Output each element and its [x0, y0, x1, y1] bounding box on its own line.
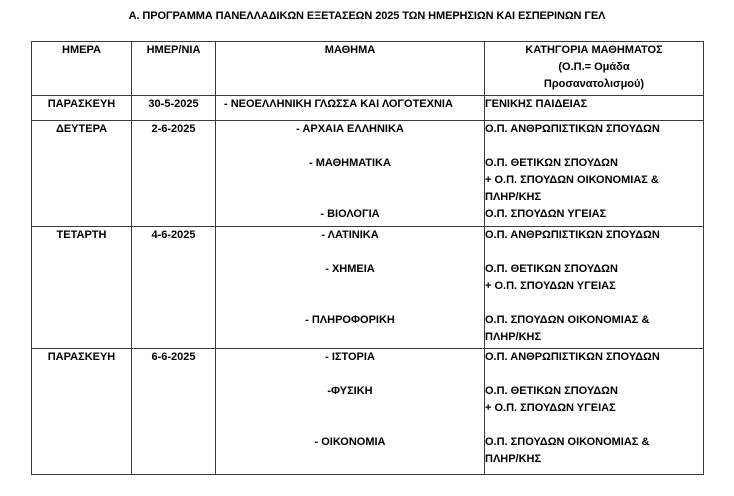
category-line: ΠΛΗΡ/ΚΗΣ: [485, 331, 542, 343]
table-row: [32, 121, 704, 227]
subject-item: - ΜΑΘΗΜΑΤΙΚΑ: [309, 157, 391, 169]
cell-subject: [216, 96, 485, 121]
table-row: [32, 227, 704, 349]
category-line: Ο.Π. ΘΕΤΙΚΩΝ ΣΠΟΥΔΩΝ: [485, 263, 618, 275]
category-line: Ο.Π. ΣΠΟΥΔΩΝ ΥΓΕΙΑΣ: [485, 208, 607, 220]
subject-item: - ΙΣΤΟΡΙΑ: [325, 351, 375, 363]
cell-day: ΠΑΡΑΣΚΕΥΗ: [32, 349, 132, 475]
category-line: + Ο.Π. ΣΠΟΥΔΩΝ ΟΙΚΟΝΟΜΙΑΣ &: [485, 174, 659, 186]
cell-subject: [216, 227, 485, 349]
category-line: Ο.Π. ΣΠΟΥΔΩΝ ΟΙΚΟΝΟΜΙΑΣ &: [485, 314, 650, 326]
header-category-line1: ΚΑΤΗΓΟΡΙΑ ΜΑΘΗΜΑΤΟΣ: [525, 44, 663, 56]
cell-day: ΤΕΤΑΡΤΗ: [32, 227, 132, 349]
cell-subject: [216, 121, 485, 227]
category-line: + Ο.Π. ΣΠΟΥΔΩΝ ΥΓΕΙΑΣ: [485, 402, 616, 414]
subject-item: - ΠΛΗΡΟΦΟΡΙΚΗ: [305, 314, 395, 326]
subject-item: - ΧΗΜΕΙΑ: [325, 263, 375, 275]
subject-item: - ΒΙΟΛΟΓΙΑ: [320, 208, 380, 220]
cell-category: [485, 121, 704, 227]
table-header-row: [32, 42, 704, 96]
cell-category: [485, 227, 704, 349]
cell-category: [485, 349, 704, 475]
cell-date: 2-6-2025: [132, 121, 216, 227]
category-line: Ο.Π. ΘΕΤΙΚΩΝ ΣΠΟΥΔΩΝ: [485, 385, 618, 397]
exam-schedule-table: [31, 41, 704, 475]
category-line: Ο.Π. ΘΕΤΙΚΩΝ ΣΠΟΥΔΩΝ: [485, 157, 618, 169]
subject-item: - ΑΡΧΑΙΑ ΕΛΛΗΝΙΚΑ: [296, 123, 404, 135]
cell-date: 4-6-2025: [132, 227, 216, 349]
category-line: Ο.Π. ΑΝΘΡΩΠΙΣΤΙΚΩΝ ΣΠΟΥΔΩΝ: [485, 123, 660, 135]
cell-date: 30-5-2025: [132, 96, 216, 121]
header-date: ΗΜΕΡ/ΝΙΑ: [132, 42, 216, 96]
category-line: Ο.Π. ΑΝΘΡΩΠΙΣΤΙΚΩΝ ΣΠΟΥΔΩΝ: [485, 351, 660, 363]
cell-category: [485, 96, 704, 121]
subject-item: - ΟΙΚΟΝΟΜΙΑ: [314, 436, 386, 448]
header-day: ΗΜΕΡΑ: [32, 42, 132, 96]
category-line: Ο.Π. ΑΝΘΡΩΠΙΣΤΙΚΩΝ ΣΠΟΥΔΩΝ: [485, 229, 660, 241]
table-row: [32, 96, 704, 121]
table-row: [32, 349, 704, 475]
document-title: Α. ΠΡΟΓΡΑΜΜΑ ΠΑΝΕΛΛΑΔΙΚΩΝ ΕΞΕΤΑΣΕΩΝ 2025 ΤΩΝ ΗΜΕΡΗΣΙΩΝ ΚΑΙ ΕΣΠΕΡΙΝΩΝ ΓΕΛ: [128, 10, 606, 22]
subject-item: - ΝΕΟΕΛΛΗΝΙΚΗ ΓΛΩΣΣΑ ΚΑΙ ΛΟΓΟΤΕΧΝΙΑ: [224, 98, 453, 110]
header-category-line2: (Ο.Π.= Ομάδα: [558, 61, 630, 73]
cell-day: ΠΑΡΑΣΚΕΥΗ: [32, 96, 132, 121]
category-line: Ο.Π. ΣΠΟΥΔΩΝ ΟΙΚΟΝΟΜΙΑΣ &: [485, 436, 650, 448]
category-line: + Ο.Π. ΣΠΟΥΔΩΝ ΥΓΕΙΑΣ: [485, 280, 616, 292]
header-subject: ΜΑΘΗΜΑ: [216, 42, 485, 96]
header-category-line3: Προσανατολισμού): [543, 78, 645, 90]
cell-subject: [216, 349, 485, 475]
header-category: [485, 42, 704, 96]
subject-item: - ΛΑΤΙΝΙΚΑ: [321, 229, 379, 241]
category-line: ΠΛΗΡ/ΚΗΣ: [485, 191, 542, 203]
category-line: ΓΕΝΙΚΗΣ ΠΑΙΔΕΙΑΣ: [485, 98, 588, 110]
category-line: ΠΛΗΡ/ΚΗΣ: [485, 453, 542, 465]
cell-date: 6-6-2025: [132, 349, 216, 475]
cell-day: ΔΕΥΤΕΡΑ: [32, 121, 132, 227]
subject-item: -ΦΥΣΙΚΗ: [327, 385, 373, 397]
